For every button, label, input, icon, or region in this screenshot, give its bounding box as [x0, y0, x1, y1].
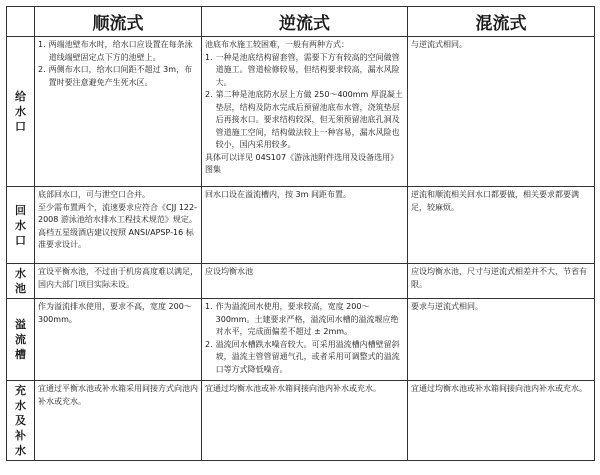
header-shunliu: 顺流式 — [35, 7, 202, 37]
cell-pool-niliu: 应设均衡水池 — [202, 264, 408, 299]
row-outlet — [7, 187, 595, 264]
row-label-inlet: 给 水 口 — [7, 37, 35, 187]
row-label-overflow: 溢 流 槽 — [7, 299, 35, 381]
list-item: 1. 一种是池底结构留套管，需要下方有较高的空间做管道施工。管道检修较易，但结构要求较高，漏水风险大。 — [205, 52, 400, 87]
comparison-sheet — [6, 6, 594, 469]
list-item: 2. 第二种是池底防水层上方做 250～400mm 厚混凝土垫层，结构及防水完成后预留池底布水管，浇筑垫层后再接水口。要求结构较深，但无须预留池底孔洞及管道施工空间，结构做法较上一种容易，漏水风险也较小，国内采用较多。 — [205, 90, 403, 149]
row-fill — [7, 381, 595, 461]
cell-fill-niliu: 宜通过均衡水池或补水箱间接向池内补水或充水。 — [202, 381, 408, 461]
header-hunliu: 混流式 — [408, 7, 595, 37]
cell-pool-hunliu: 应设均衡水池，尺寸与逆流式相差并不大，节省有限。 — [408, 264, 595, 299]
cell-fill-hunliu: 宜通过均衡水池或补水箱间接向池内补水或充水。 — [408, 381, 595, 461]
header-row — [7, 7, 595, 37]
cell-outlet-hunliu: 逆流和顺流相关回水口都要做，相关要求都要满足，较麻烦。 — [408, 187, 595, 264]
flow-comparison-table — [6, 6, 595, 461]
cell-inlet-hunliu: 与逆流式相同。 — [408, 37, 595, 187]
cell-overflow-hunliu: 要求与逆流式相同。 — [408, 299, 595, 381]
row-overflow — [7, 299, 595, 381]
cell-outlet-shunliu: 底部回水口，可与泄空口合并。 至少需布置两个，流速要求应符合《CJJ 122-2008 游泳池给水排水工程技术规范》规定。 高档五星级酒店建议按照 ANSI/APSP-16 标准要求设计。 — [35, 187, 202, 264]
cell-inlet-niliu: 池底布水施工较困难，一般有两种方式： 1. 一种是池底结构留套管，需要下方有较高的空间做管道施工。管道检修较易，但结构要求较高，漏水风险大。 2. 第二种是池底防水层上方做 250～400mm 厚混凝土垫层，结构及防水完成后预留池底布水管，浇筑垫层后再接水口。要求结构较深，但无须预留池底孔洞及管道施工空间，结构做法较上一种容易，漏水风险也较小，国内采用较多。 具体可以详见 04S107《游泳池附件选用及设备选用》图集 — [202, 37, 408, 187]
cell-outlet-niliu: 回水口设在溢流槽内，按 3m 间距布置。 — [202, 187, 408, 264]
row-label-fill: 充 水 及 补 水 — [7, 381, 35, 461]
list-item: 2. 溢流回水槽跌水噪音较大。可采用溢流槽内槽壁留斜坡，溢流主管管留通气孔，或者采用可调整式的溢流口等方式降低噪音。 — [205, 339, 400, 374]
header-corner — [7, 7, 35, 37]
row-label-outlet: 回 水 口 — [7, 187, 35, 264]
cell-overflow-shunliu: 作为溢流排水使用，要求不高，宽度 200～300mm。 — [35, 299, 202, 381]
row-pool — [7, 264, 595, 299]
cell-pool-shunliu: 宜设平衡水池，不过由于机房高度难以满足，国内大部门项目实际未设。 — [35, 264, 202, 299]
row-inlet — [7, 37, 595, 187]
list-item: 1. 作为溢流回水使用，要求较高，宽度 200～300mm。土建要求严格，溢流回水槽的溢流堰应绝对水平，完成面偏差不超过 ± 2mm。 — [205, 302, 399, 336]
header-niliu: 逆流式 — [202, 7, 408, 37]
cell-inlet-shunliu — [35, 37, 202, 187]
row-label-pool: 水 池 — [7, 264, 35, 299]
list-item: 2. 两侧布水口，给水口间距不超过 3m，布置时要注意避免产生死水区。 — [38, 65, 193, 87]
cell-fill-shunliu: 宜通过平衡水池或补水箱采用间接方式向池内补水或充水。 — [35, 381, 202, 461]
list-item: 1. 两端池壁布水时，给水口应设置在每条泳道线端壁固定点下方的池壁上。 — [38, 40, 193, 62]
cell-overflow-niliu — [202, 299, 408, 381]
